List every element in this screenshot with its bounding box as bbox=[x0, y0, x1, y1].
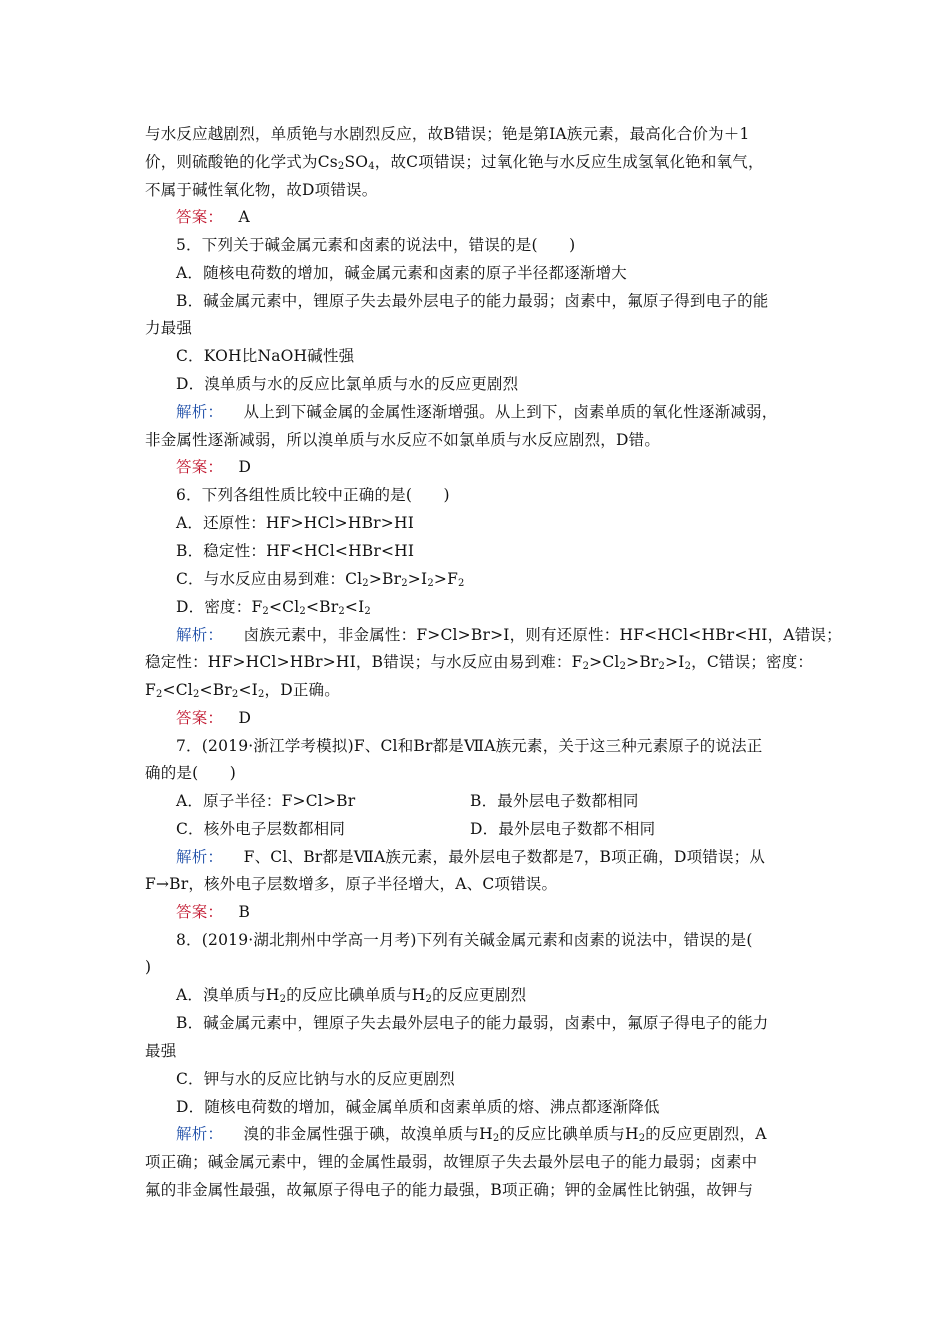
q5-option-d: D．溴单质与水的反应比氯单质与水的反应更剧烈 bbox=[176, 375, 519, 393]
prev-answer: 答案： A bbox=[176, 208, 250, 226]
q8-option-b-cont: 最强 bbox=[145, 1042, 177, 1060]
q7-option-c: C．核外电子层数都相同 bbox=[176, 820, 346, 838]
q7-options-row-1 bbox=[176, 791, 846, 811]
prev-analysis-line-1: 与水反应越剧烈，单质铯与水剧烈反应，故B错误；铯是第ⅠA族元素，最高化合价为＋1 bbox=[145, 125, 750, 143]
q6-analysis-line-2: 稳定性：HF>HCl>HBr>HI，B错误；与水反应由易到难：$F_2>Cl_2>Br_2>I_2$，C错误；密度： bbox=[145, 653, 814, 672]
q5-stem: 5．下列关于碱金属元素和卤素的说法中，错误的是( ) bbox=[176, 236, 576, 254]
q7-options-row-2 bbox=[176, 819, 846, 839]
q5-option-b: B．碱金属元素中，锂原子失去最外层电子的能力最弱；卤素中，氟原子得到电子的能 bbox=[176, 292, 769, 310]
q8-analysis-line-1: 解析： 溴的非金属性强于碘，故溴单质与$H_2$的反应比碘单质与$H_2$的反应更剧烈，A bbox=[176, 1125, 767, 1144]
q8-stem-line-1: 8．(2019·湖北荆州中学高一月考)下列有关碱金属元素和卤素的说法中，错误的是( bbox=[176, 931, 753, 949]
q8-option-b: B．碱金属元素中，锂原子失去最外层电子的能力最弱，卤素中，氟原子得电子的能力 bbox=[176, 1014, 769, 1032]
q6-option-b: B．稳定性：HF<HCl<HBr<HI bbox=[176, 542, 415, 560]
q6-option-c: C．与水反应由易到难：$Cl_2>Br_2>I_2>F_2$ bbox=[176, 570, 465, 589]
q8-option-c: C．钾与水的反应比钠与水的反应更剧烈 bbox=[176, 1070, 455, 1088]
q6-option-a: A．还原性：HF>HCl>HBr>HI bbox=[176, 514, 415, 532]
q6-stem: 6．下列各组性质比较中正确的是( ) bbox=[176, 486, 450, 504]
q7-analysis-line-2: F→Br，核外电子层数增多，原子半径增大，A、C项错误。 bbox=[145, 875, 558, 893]
q8-stem-line-2: ) bbox=[145, 958, 152, 976]
q8-analysis-line-2: 项正确；碱金属元素中，锂的金属性最弱，故锂原子失去最外层电子的能力最弱；卤素中 bbox=[145, 1153, 758, 1171]
q5-option-b-cont: 力最强 bbox=[145, 319, 193, 337]
q6-option-d: D．密度：$F_2<Cl_2<Br_2<I_2$ bbox=[176, 598, 371, 617]
q8-option-d: D．随核电荷数的增加，碱金属单质和卤素单质的熔、沸点都逐渐降低 bbox=[176, 1098, 660, 1116]
q7-option-a: A．原子半径：F>Cl>Br bbox=[176, 792, 356, 810]
q6-analysis-line-1: 解析： 卤族元素中，非金属性：F>Cl>Br>I，则有还原性：HF<HCl<HBr<HI，A错误； bbox=[176, 626, 842, 644]
q7-option-d: D．最外层电子数都不相同 bbox=[470, 820, 656, 838]
q7-option-b: B．最外层电子数都相同 bbox=[470, 792, 639, 810]
q5-analysis-line-2: 非金属性逐渐减弱，所以溴单质与水反应不如氯单质与水反应剧烈，D错。 bbox=[145, 431, 661, 449]
q7-answer: 答案： B bbox=[176, 903, 251, 921]
q7-stem-line-1: 7．(2019·浙江学考模拟)F、Cl和Br都是ⅦA族元素，关于这三种元素原子的说法正 bbox=[176, 737, 763, 755]
q7-analysis-line-1: 解析： F、Cl、Br都是ⅦA族元素，最外层电子数都是7，B项正确，D项错误；从 bbox=[176, 848, 766, 866]
q5-analysis-line-1: 解析： 从上到下碱金属的金属性逐渐增强。从上到下，卤素单质的氧化性逐渐减弱， bbox=[176, 403, 778, 421]
prev-analysis-line-2: 价，则硫酸铯的化学式为$Cs_2SO_4$，故C项错误；过氧化铯与水反应生成氢氧化铯和氧气， bbox=[145, 153, 764, 172]
q6-answer: 答案： D bbox=[176, 709, 252, 727]
q5-option-c: C．KOH比NaOH碱性强 bbox=[176, 347, 355, 365]
q6-analysis-line-3: $F_2<Cl_2<Br_2<I_2$，D正确。 bbox=[145, 681, 340, 700]
q5-option-a: A．随核电荷数的增加，碱金属元素和卤素的原子半径都逐渐增大 bbox=[176, 264, 627, 282]
q8-option-a: A．溴单质与$H_2$的反应比碘单质与$H_2$的反应更剧烈 bbox=[176, 986, 527, 1005]
q5-answer: 答案： D bbox=[176, 458, 252, 476]
prev-analysis-line-3: 不属于碱性氧化物，故D项错误。 bbox=[145, 181, 378, 199]
q7-stem-line-2: 确的是( ) bbox=[145, 764, 236, 782]
q8-analysis-line-3: 氟的非金属性最强，故氟原子得电子的能力最强，B项正确；钾的金属性比钠强，故钾与 bbox=[145, 1181, 754, 1199]
